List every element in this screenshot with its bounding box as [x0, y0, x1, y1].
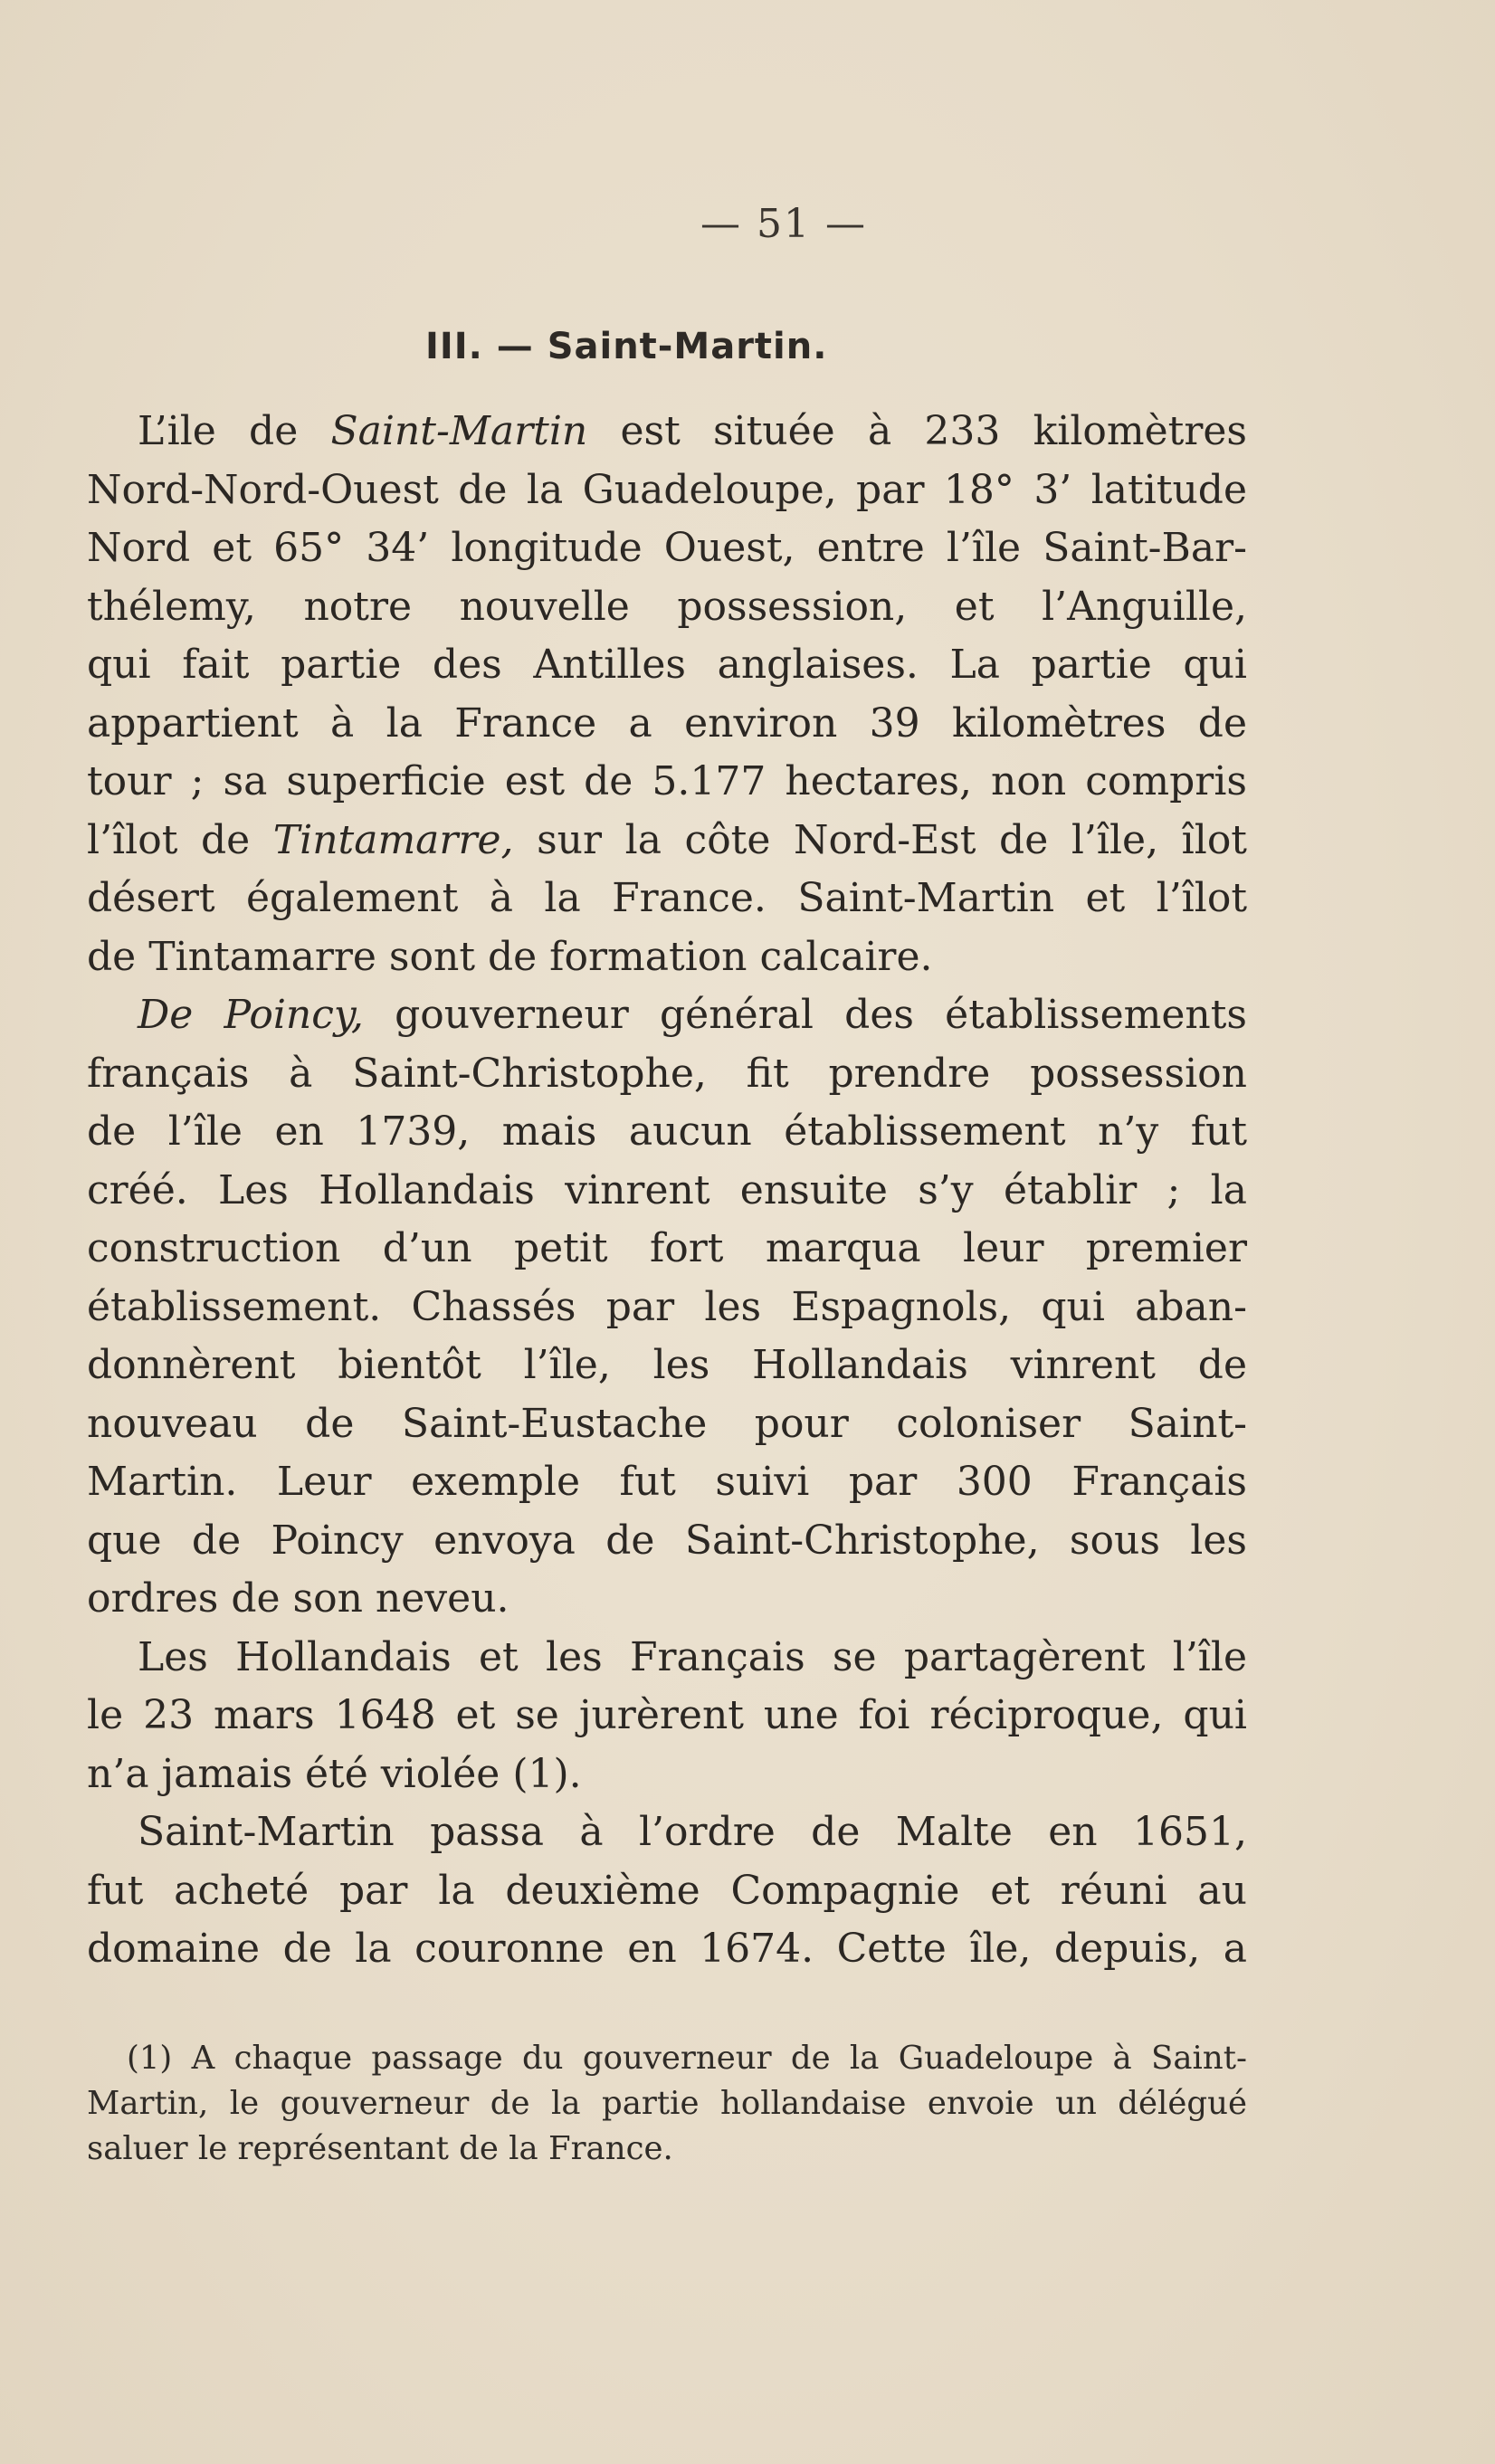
text-line	[87, 1862, 1247, 1921]
text-line	[87, 870, 1247, 928]
line-text: désert également à la France. Saint-Martin et l’îlot	[87, 875, 1247, 921]
italic-name: Tintamarre,	[272, 816, 514, 863]
line-text: qui fait partie des Antilles anglaises. La partie qui	[87, 642, 1247, 688]
text-line	[87, 1512, 1247, 1571]
text-line	[87, 636, 1247, 695]
text-line	[87, 753, 1247, 812]
text-line	[87, 695, 1247, 754]
text-line	[87, 403, 1247, 461]
line-text: Nord-Nord-Ouest de la Guadeloupe, par 18° 3’ latitude	[87, 466, 1247, 513]
line-text: français à Saint-Christophe, fit prendre possession	[87, 1050, 1247, 1097]
text-line	[87, 461, 1247, 520]
text-line	[87, 1162, 1247, 1221]
line-text: fut acheté par la deuxième Compagnie et réuni au	[87, 1867, 1247, 1914]
text-line	[87, 1629, 1247, 1688]
line-text: Nord et 65° 34’ longitude Ouest, entre l’île Saint-Bar-	[87, 525, 1247, 571]
line-text: (1) A chaque passage du gouverneur de la Guadeloupe à Saint-	[127, 2040, 1247, 2077]
line-text: l’îlot de	[87, 816, 273, 863]
line-text: L’ile de	[138, 408, 331, 454]
line-text: n’a jamais été violée (1).	[87, 1750, 582, 1797]
text-line	[87, 519, 1247, 578]
line-text: est située à 233 kilomètres	[587, 408, 1247, 454]
text-line	[87, 578, 1247, 637]
text-line	[87, 1687, 1247, 1746]
line-text: nouveau de Saint-Eustache pour coloniser Saint-	[87, 1400, 1247, 1447]
text-line	[87, 1220, 1247, 1279]
line-text: Martin. Leur exemple fut suivi par 300 Français	[87, 1459, 1247, 1505]
line-text: saluer le représentant de la France.	[87, 2130, 673, 2167]
text-line	[87, 928, 1247, 987]
footnote-line	[87, 2036, 1247, 2081]
line-text: gouverneur général des établissements	[363, 992, 1247, 1038]
line-text: de l’île en 1739, mais aucun établissement n’y fut	[87, 1108, 1247, 1155]
line-text: tour ; sa superficie est de 5.177 hectares, non compris	[87, 758, 1247, 804]
line-text: domaine de la couronne en 1674. Cette île, depuis, a	[87, 1926, 1247, 1972]
body-text	[87, 403, 1247, 1979]
text-line	[87, 1746, 1247, 1804]
footnote-line	[87, 2081, 1247, 2126]
text-line	[87, 986, 1247, 1045]
line-text: Les Hollandais et les Français se partagèrent l’île	[138, 1633, 1247, 1680]
italic-name: De Poincy,	[138, 992, 364, 1038]
text-line	[87, 1570, 1247, 1629]
text-line	[87, 1803, 1247, 1862]
text-line	[87, 1045, 1247, 1104]
line-text: de Tintamarre sont de formation calcaire.	[87, 933, 933, 980]
footnote-line	[87, 2126, 1247, 2172]
line-text: Saint-Martin passa à l’ordre de Malte en 1651,	[138, 1809, 1247, 1855]
line-text: thélemy, notre nouvelle possession, et l’Anguille,	[87, 583, 1247, 630]
line-text: que de Poincy envoya de Saint-Christophe, sous les	[87, 1517, 1247, 1564]
text-line	[87, 1103, 1247, 1162]
text-line	[87, 1920, 1247, 1979]
line-text: sur la côte Nord-Est de l’île, îlot	[513, 816, 1247, 863]
line-text: ordres de son neveu.	[87, 1575, 509, 1622]
line-text: créé. Les Hollandais vinrent ensuite s’y établir ; la	[87, 1166, 1247, 1213]
italic-name: Saint-Martin	[330, 408, 588, 454]
page-number: — 51 —	[700, 201, 867, 247]
line-text: le 23 mars 1648 et se jurèrent une foi réciproque, qui	[87, 1692, 1247, 1738]
text-line	[87, 1395, 1247, 1454]
footnote	[87, 2036, 1247, 2172]
text-line	[87, 1279, 1247, 1337]
line-text: établissement. Chassés par les Espagnols, qui aban-	[87, 1283, 1247, 1330]
section-title: III. — Saint-Martin.	[425, 326, 828, 367]
text-line	[87, 812, 1247, 870]
line-text: appartient à la France a environ 39 kilomètres de	[87, 699, 1247, 747]
text-line	[87, 1337, 1247, 1395]
line-text: Martin, le gouverneur de la partie hollandaise envoie un délégué	[87, 2085, 1247, 2122]
text-line	[87, 1453, 1247, 1512]
line-text: donnèrent bientôt l’île, les Hollandais vinrent de	[87, 1342, 1247, 1388]
line-text: construction d’un petit fort marqua leur premier	[87, 1225, 1247, 1271]
